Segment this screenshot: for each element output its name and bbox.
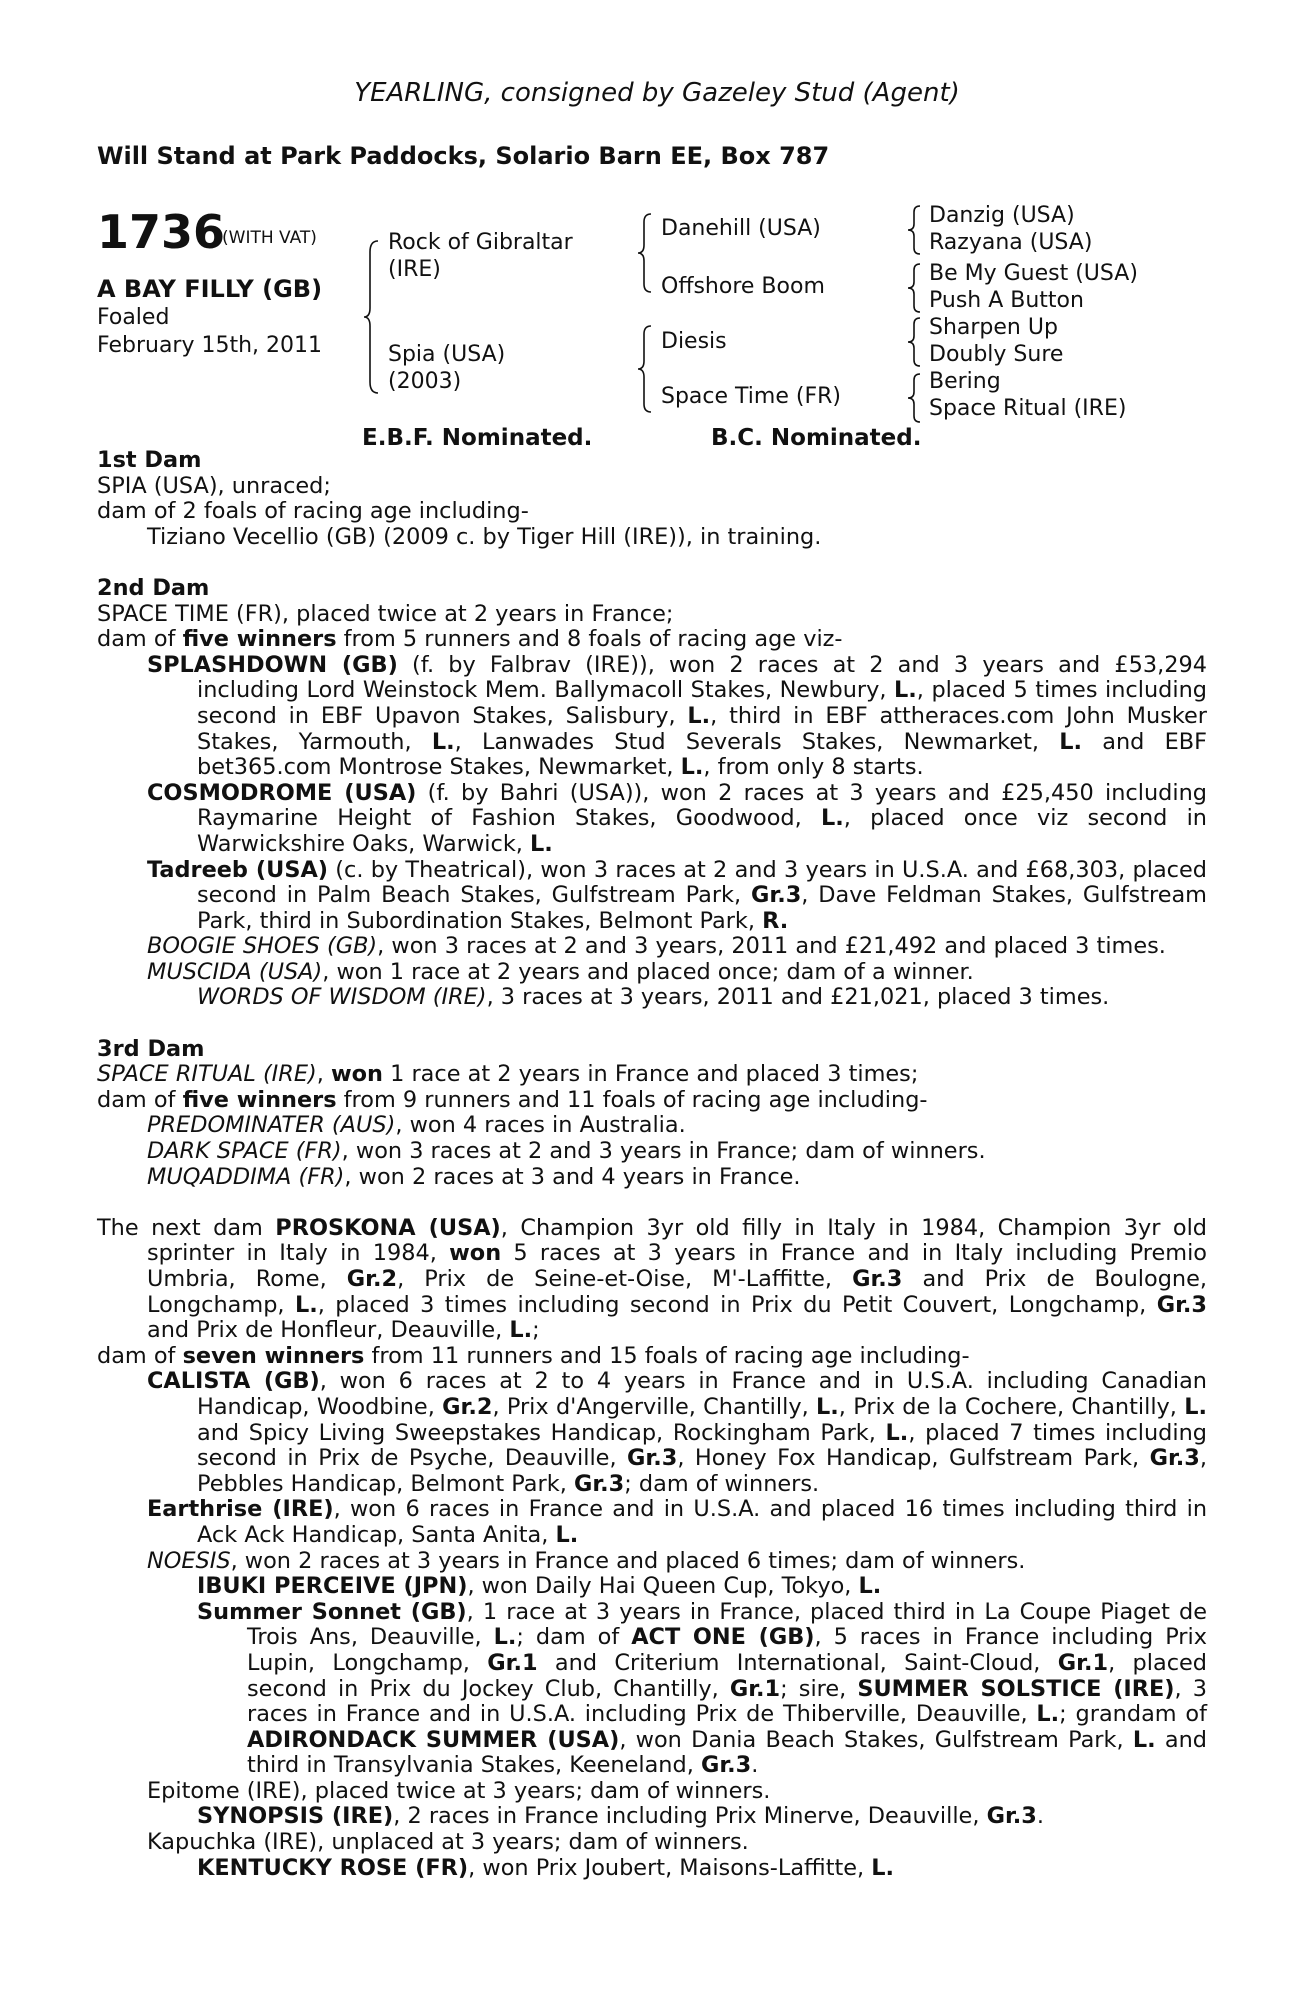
dds-name: Bering: [929, 369, 1001, 394]
second-dam-line: SPACE TIME (FR), placed twice at 2 years in France;: [97, 600, 674, 627]
dam-year: (2003): [388, 369, 462, 394]
progeny-muscida: MUSCIDA (USA), won 1 race at 2 years and placed once; dam of a winner.: [147, 958, 974, 985]
pedigree-brace-dam: [636, 324, 654, 414]
horse-description: A BAY FILLY (GB): [97, 275, 323, 303]
page-heading: YEARLING, consigned by Gazeley Stud (Agent): [354, 78, 960, 108]
first-dam-line: Tiziano Vecellio (GB) (2009 c. by Tiger Hill (IRE)), in training.: [147, 523, 822, 550]
sss-name: Danzig (USA): [929, 203, 1075, 228]
stable-location: Will Stand at Park Paddocks, Solario Barn EE, Box 787: [97, 142, 830, 170]
progeny-muqaddima: MUQADDIMA (FR), won 2 races at 3 and 4 years in France.: [147, 1163, 801, 1190]
progeny-kentucky-rose: KENTUCKY ROSE (FR), won Prix Joubert, Maisons-Laffitte, L.: [197, 1854, 895, 1881]
progeny-noesis: NOESIS, won 2 races at 3 years in France and placed 6 times; dam of winners.: [147, 1547, 1026, 1574]
ebf-nomination: E.B.F. Nominated.: [362, 425, 593, 451]
sds-name: Be My Guest (USA): [929, 261, 1138, 286]
dsd-name: Doubly Sure: [929, 342, 1064, 367]
pedigree-brace-ds: [906, 316, 922, 368]
sire-country: (IRE): [388, 257, 441, 282]
pedigree-brace-ss: [906, 204, 922, 256]
pedigree-brace-sire: [636, 212, 654, 294]
progeny-kapuchka: Kapuchka (IRE), unplaced at 3 years; dam of winners.: [147, 1829, 749, 1856]
first-dam-line: SPIA (USA), unraced;: [97, 472, 331, 499]
dam-dam: Space Time (FR): [661, 384, 841, 409]
progeny-ibuki-perceive: IBUKI PERCEIVE (JPN), won Daily Hai Queen Cup, Tokyo, L.: [197, 1573, 882, 1600]
dss-name: Sharpen Up: [929, 315, 1058, 340]
sdd-name: Push A Button: [929, 288, 1084, 313]
next-dam-proskona: The next dam PROSKONA (USA), Champion 3yr old filly in Italy in 1984, Champion 3yr old sprinter in Italy in 1984, won 5 races at 3 years in France and in Italy including Premio Umbria, Rome, Gr.2, Prix de Seine-et-Oise, M'-Laffitte, Gr.3 and Prix de Boulogne, Longchamp, L., placed 3 times including second in Prix du Petit Couvert, Longchamp, Gr.3 and Prix de Honfleur, Deauville, L.;: [97, 1214, 1208, 1344]
progeny-summer-sonnet: Summer Sonnet (GB), 1 race at 3 years in France, placed third in La Coupe Piaget de Trois Ans, Deauville, L.; dam of ACT ONE (GB), 5 races in France including Prix Lupin, Longchamp, Gr.1 and Criterium International, Saint-Cloud, Gr.1, placed second in Prix du Jockey Club, Chantilly, Gr.1; sire, SUMMER SOLSTICE (IRE), 3 races in France and in U.S.A. including Prix de Thiberville, Deauville, L.; grandam of ADIRONDACK SUMMER (USA), won Dania Beach Stakes, Gulfstream Park, L. and third in Transylvania Stakes, Keeneland, Gr.3.: [197, 1598, 1207, 1779]
progeny-splashdown: SPLASHDOWN (GB) (f. by Falbrav (IRE)), won 2 races at 2 and 3 years and £53,294 including Lord Weinstock Mem. Ballymacoll Stakes, Newbury, L., placed 5 times including second in EBF Upavon Stakes, Salisbury, L., third in EBF attheraces.com John Musker Stakes, Yarmouth, L., Lanwades Stud Severals Stakes, Newmarket, L. and EBF bet365.com Montrose Stakes, Newmarket, L., from only 8 starts.: [147, 651, 1207, 781]
lot-number: 1736: [97, 205, 226, 259]
dam-name: Spia (USA): [388, 342, 506, 367]
vat-note: (WITH VAT): [222, 228, 317, 248]
sire-dam: Offshore Boom: [661, 274, 825, 299]
progeny-synopsis: SYNOPSIS (IRE), 2 races in France including Prix Minerve, Deauville, Gr.3.: [197, 1803, 1044, 1830]
progeny-boogie-shoes: BOOGIE SHOES (GB), won 3 races at 2 and 3 years, 2011 and £21,492 and placed 3 times.: [147, 933, 1166, 960]
progeny-epitome: Epitome (IRE), placed twice at 3 years; dam of winners.: [147, 1777, 771, 1804]
sire-sire: Danehill (USA): [661, 216, 821, 241]
pedigree-brace-sd: [906, 262, 922, 314]
progeny-dark-space: DARK SPACE (FR), won 3 races at 2 and 3 years in France; dam of winners.: [147, 1138, 986, 1165]
ssd-name: Razyana (USA): [929, 230, 1093, 255]
progeny-cosmodrome: COSMODROME (USA) (f. by Bahri (USA)), won 2 races at 3 years and £25,450 including Raymarine Height of Fashion Stakes, Goodwood, L., placed once viz second in Warwickshire Oaks, Warwick, L.: [147, 779, 1207, 857]
progeny-tadreeb: Tadreeb (USA) (c. by Theatrical), won 3 races at 2 and 3 years in U.S.A. and £68,303, placed second in Palm Beach Stakes, Gulfstream Park, Gr.3, Dave Feldman Stakes, Gulfstream Park, third in Subordination Stakes, Belmont Park, R.: [147, 856, 1207, 934]
pedigree-brace-main: [362, 238, 382, 396]
progeny-words-of-wisdom: WORDS OF WISDOM (IRE), 3 races at 3 years, 2011 and £21,021, placed 3 times.: [197, 984, 1110, 1011]
next-dam-line: dam of seven winners from 11 runners and 15 foals of racing age including-: [97, 1342, 970, 1369]
foaled-label: Foaled: [97, 305, 170, 330]
pedigree-brace-dd: [906, 372, 922, 424]
foaled-date: February 15th, 2011: [97, 333, 323, 358]
third-dam-line: SPACE RITUAL (IRE), won 1 race at 2 years in France and placed 3 times;: [97, 1061, 919, 1088]
progeny-earthrise: Earthrise (IRE), won 6 races in France and in U.S.A. and placed 16 times including third in Ack Ack Handicap, Santa Anita, L.: [147, 1496, 1208, 1548]
bc-nomination: B.C. Nominated.: [711, 425, 922, 451]
first-dam-line: dam of 2 foals of racing age including-: [97, 498, 529, 525]
dam-sire: Diesis: [661, 329, 727, 354]
ddd-name: Space Ritual (IRE): [929, 396, 1127, 421]
third-dam-heading: 3rd Dam: [97, 1035, 205, 1062]
produce-record: [97, 448, 1207, 1881]
second-dam-line: dam of five winners from 5 runners and 8 foals of racing age viz-: [97, 626, 843, 653]
second-dam-heading: 2nd Dam: [97, 574, 210, 601]
progeny-predominater: PREDOMINATER (AUS), won 4 races in Australia.: [147, 1112, 686, 1139]
first-dam-heading: 1st Dam: [97, 447, 202, 473]
progeny-calista: CALISTA (GB), won 6 races at 2 to 4 years in France and in U.S.A. including Canadian Handicap, Woodbine, Gr.2, Prix d'Angerville, Chantilly, L., Prix de la Cochere, Chantilly, L. and Spicy Living Sweepstakes Handicap, Rockingham Park, L., placed 7 times including second in Prix de Psyche, Deauville, Gr.3, Honey Fox Handicap, Gulfstream Park, Gr.3, Pebbles Handicap, Belmont Park, Gr.3; dam of winners.: [147, 1368, 1208, 1497]
sire-name: Rock of Gibraltar: [388, 230, 573, 255]
third-dam-line: dam of five winners from 9 runners and 11 foals of racing age including-: [97, 1086, 928, 1113]
